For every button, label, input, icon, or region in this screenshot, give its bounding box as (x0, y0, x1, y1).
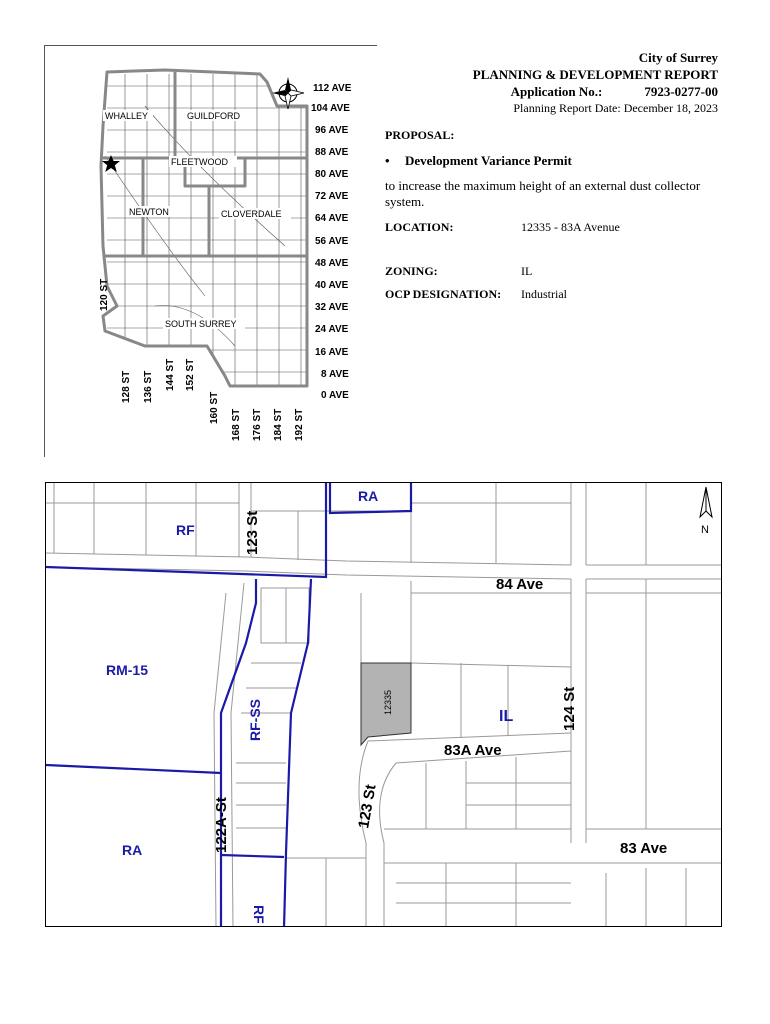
street-123-st-bottom: 123 St (355, 783, 380, 830)
street-label: 184 ST (273, 408, 284, 441)
zone-il: IL (499, 708, 514, 725)
district-whalley: WHALLEY (105, 111, 149, 121)
location-field (385, 220, 620, 235)
proposal-description: to increase the maximum height of an external dust collector system. (385, 178, 701, 209)
district-guildford: GUILDFORD (187, 111, 241, 121)
ocp-value: Industrial (521, 287, 567, 301)
street-83-ave: 83 Ave (620, 840, 668, 857)
application-label: Application No.: (510, 84, 603, 99)
avenue-label: 88 AVE (315, 147, 349, 158)
north-label: N (701, 524, 709, 536)
report-date: Planning Report Date: December 18, 2023 (513, 101, 718, 115)
avenue-label: 72 AVE (315, 191, 349, 202)
avenue-label: 32 AVE (315, 302, 349, 313)
site-map-drawing (46, 483, 722, 927)
street-label: 120 ST (99, 278, 110, 311)
district-fleetwood: FLEETWOOD (171, 157, 229, 167)
avenue-label: 40 AVE (315, 280, 349, 291)
avenue-label: 80 AVE (315, 169, 349, 180)
avenue-label: 16 AVE (315, 347, 349, 358)
street-label: 192 ST (294, 408, 305, 441)
district-cloverdale: CLOVERDALE (221, 209, 282, 219)
avenue-label: 104 AVE (311, 103, 350, 114)
street-122a-st: 122A-St (213, 797, 230, 853)
street-124-st: 124 St (561, 686, 578, 731)
street-label: 168 ST (231, 408, 242, 441)
avenue-label: 48 AVE (315, 258, 349, 269)
district-south-surrey: SOUTH SURREY (165, 319, 237, 329)
street-label: 128 ST (121, 370, 132, 403)
report-title: PLANNING & DEVELOPMENT REPORT (472, 67, 718, 82)
street-label: 144 ST (165, 358, 176, 391)
location-label: LOCATION: (385, 220, 454, 234)
zone-rm15: RM-15 (106, 662, 149, 678)
street-84-ave: 84 Ave (496, 576, 544, 593)
site-map (45, 482, 722, 927)
application-line (473, 83, 718, 100)
zoning-value: IL (521, 264, 533, 278)
site-address-label: 12335 (383, 689, 393, 715)
street-label: 160 ST (209, 391, 220, 424)
proposal-bullet-text: Development Variance Permit (405, 153, 572, 168)
zone-rf-bottom: RF (251, 905, 267, 924)
ocp-field (385, 287, 567, 302)
avenue-label: 56 AVE (315, 236, 349, 247)
street-label: 152 ST (185, 358, 196, 391)
district-newton: NEWTON (129, 207, 169, 217)
zone-rf-top: RF (176, 522, 195, 538)
avenue-label: 112 AVE (313, 83, 352, 94)
avenue-label: 8 AVE (321, 369, 349, 380)
ocp-label: OCP DESIGNATION: (385, 287, 502, 301)
key-map-drawing (45, 46, 378, 458)
avenue-label: 24 AVE (315, 324, 349, 335)
zoning-label: ZONING: (385, 264, 438, 278)
avenue-label: 0 AVE (321, 390, 349, 401)
zone-rfss: RF-SS (247, 699, 263, 741)
north-arrow-icon (700, 487, 712, 517)
proposal-bullet (385, 153, 572, 169)
zone-ra-top: RA (358, 488, 379, 504)
street-label: 136 ST (143, 370, 154, 403)
avenue-label: 64 AVE (315, 213, 349, 224)
location-value: 12335 - 83A Avenue (521, 220, 620, 234)
key-map (44, 45, 377, 457)
zoning-field (385, 264, 532, 279)
street-label: 176 ST (252, 408, 263, 441)
application-number: 7923-0277-00 (644, 84, 718, 99)
street-83a-ave: 83A Ave (444, 742, 502, 759)
report-header (473, 49, 718, 117)
city-name: City of Surrey (638, 50, 718, 65)
bullet-icon: • (385, 153, 390, 168)
avenue-label: 96 AVE (315, 125, 349, 136)
street-123-st-top: 123 St (244, 510, 261, 555)
zone-ra-left: RA (122, 842, 143, 858)
proposal-heading: PROPOSAL: (385, 128, 455, 142)
